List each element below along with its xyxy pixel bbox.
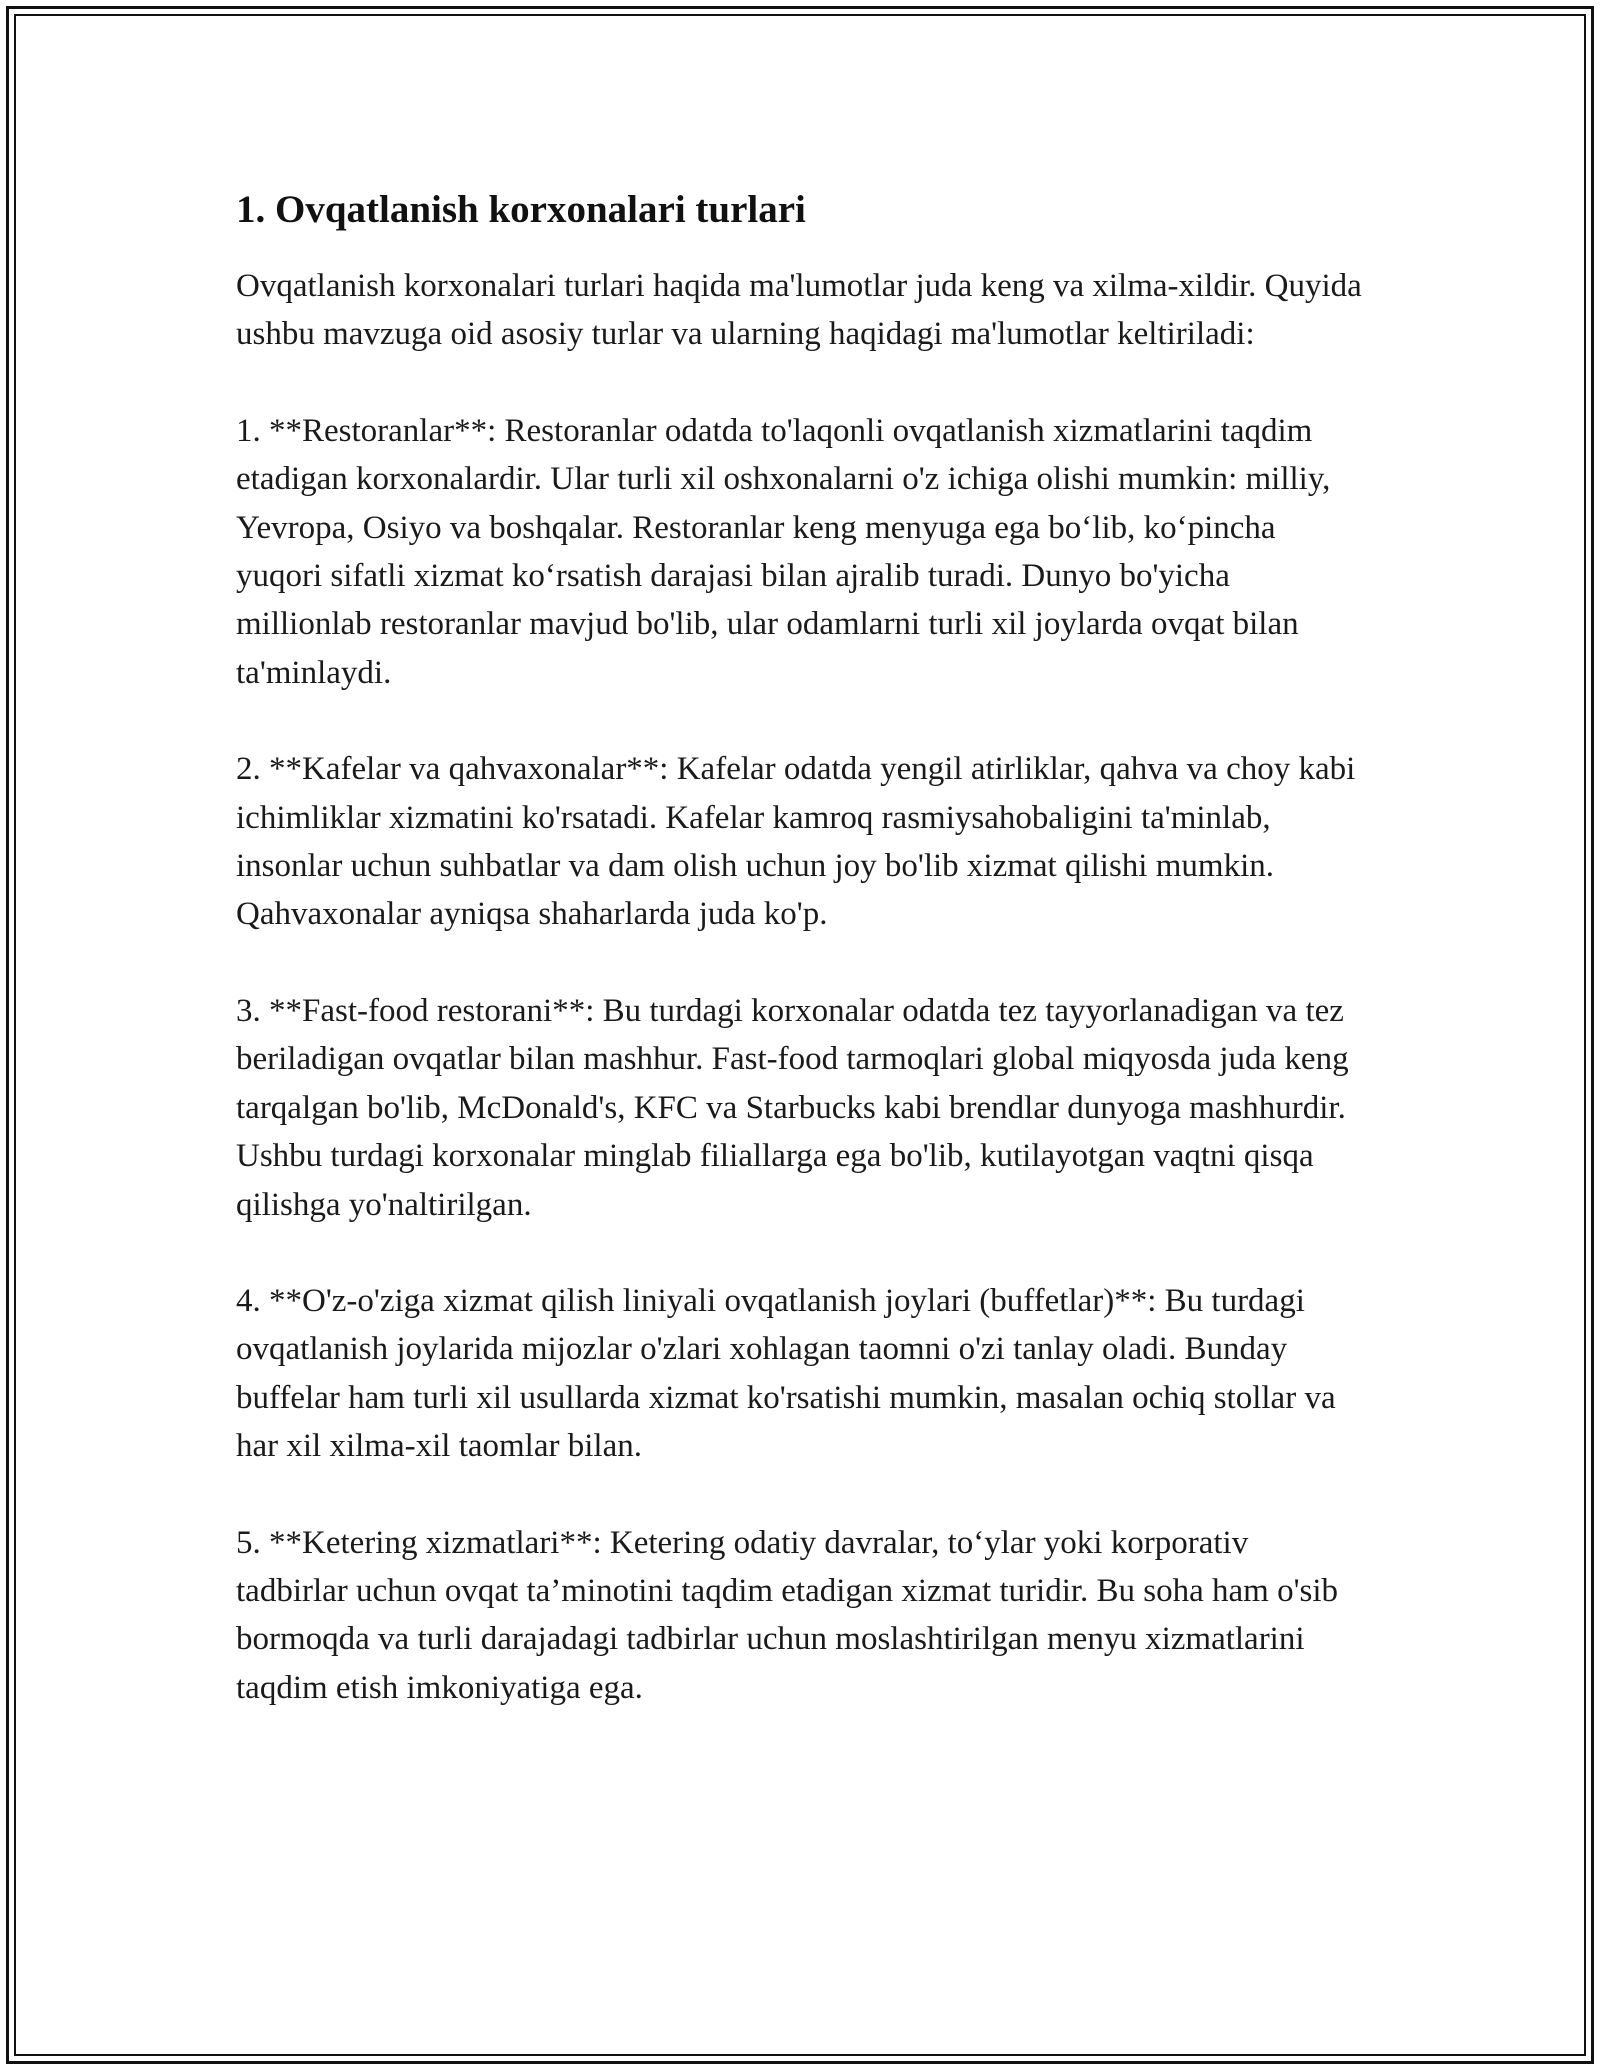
document-title: 1. Ovqatlanish korxonalari turlari <box>236 188 806 231</box>
paragraph-buffetlar: 4. **O'z-o'ziga xizmat qilish liniyali ovqatlanish joylari (buffetlar)**: Bu turdagi ovqatlanish joylarida mijozlar o'zlari xohlagan taomni o'zi tanlay oladi. Bunday buffelar ham turli xil usullarda xizmat ko'rsatishi mumkin, masalan ochiq stollar va har xil xilma-xil taomlar bilan. <box>236 1282 1336 1465</box>
paragraph-kafelar: 2. **Kafelar va qahvaxonalar**: Kafelar odatda yengil atirliklar, qahva va choy kabi ichimliklar xizmatini ko'rsatadi. Kafelar kamroq rasmiysahobaligini ta'minlab, insonlar uchun suhbatlar va dam olish uchun joy bo'lib xizmat qilishi mumkin. Qahvaxonalar ayniqsa shaharlarda juda ko'p. <box>236 751 1356 933</box>
intro-paragraph: Ovqatlanish korxonalari turlari haqida ma'lumotlar juda keng va xilma-xildir. Quyida ushbu mavzuga oid asosiy turlar va ularning haqidagi ma'lumotlar keltiriladi: <box>236 268 1362 353</box>
paragraph-ketering: 5. **Ketering xizmatlari**: Ketering odatiy davralar, to‘ylar yoki korporativ tadbirlar uchun ovqat ta’minotini taqdim etadigan xizmat turidir. Bu soha ham o'sib bormoqda va turli darajadagi tadbirlar uchun moslashtirilgan menyu xizmatlarini taqdim etish imkoniyatiga ega. <box>236 1524 1339 1706</box>
paragraph-restoranlar: 1. **Restoranlar**: Restoranlar odatda to'laqonli ovqatlanish xizmatlarini taqdim etadigan korxonalardir. Ular turli xil oshxonalarni o'z ichiga olishi mumkin: milliy, Yevropa, Osiyo va boshqalar. Restoranlar keng menyuga ega bo‘lib, ko‘pincha yuqori sifatli xizmat ko‘rsatish darajasi bilan ajralib turadi. Dunyo bo'yicha millionlab restoranlar mavjud bo'lib, ular odamlarni turli xil joylarda ovqat bilan ta'minlaydi. <box>236 412 1331 691</box>
paragraph-fast-food: 3. **Fast-food restorani**: Bu turdagi korxonalar odatda tez tayyorlanadigan va tez beriladigan ovqatlar bilan mashhur. Fast-food tarmoqlari global miqyosda juda keng tarqalgan bo'lib, McDonald's, KFC va Starbucks kabi brendlar dunyoga mashhurdir. Ushbu turdagi korxonalar minglab filiallarga ega bo'lib, kutilayotgan vaqtni qisqa qilishga yo'naltirilgan. <box>236 992 1349 1223</box>
document-body <box>236 186 1366 1760</box>
